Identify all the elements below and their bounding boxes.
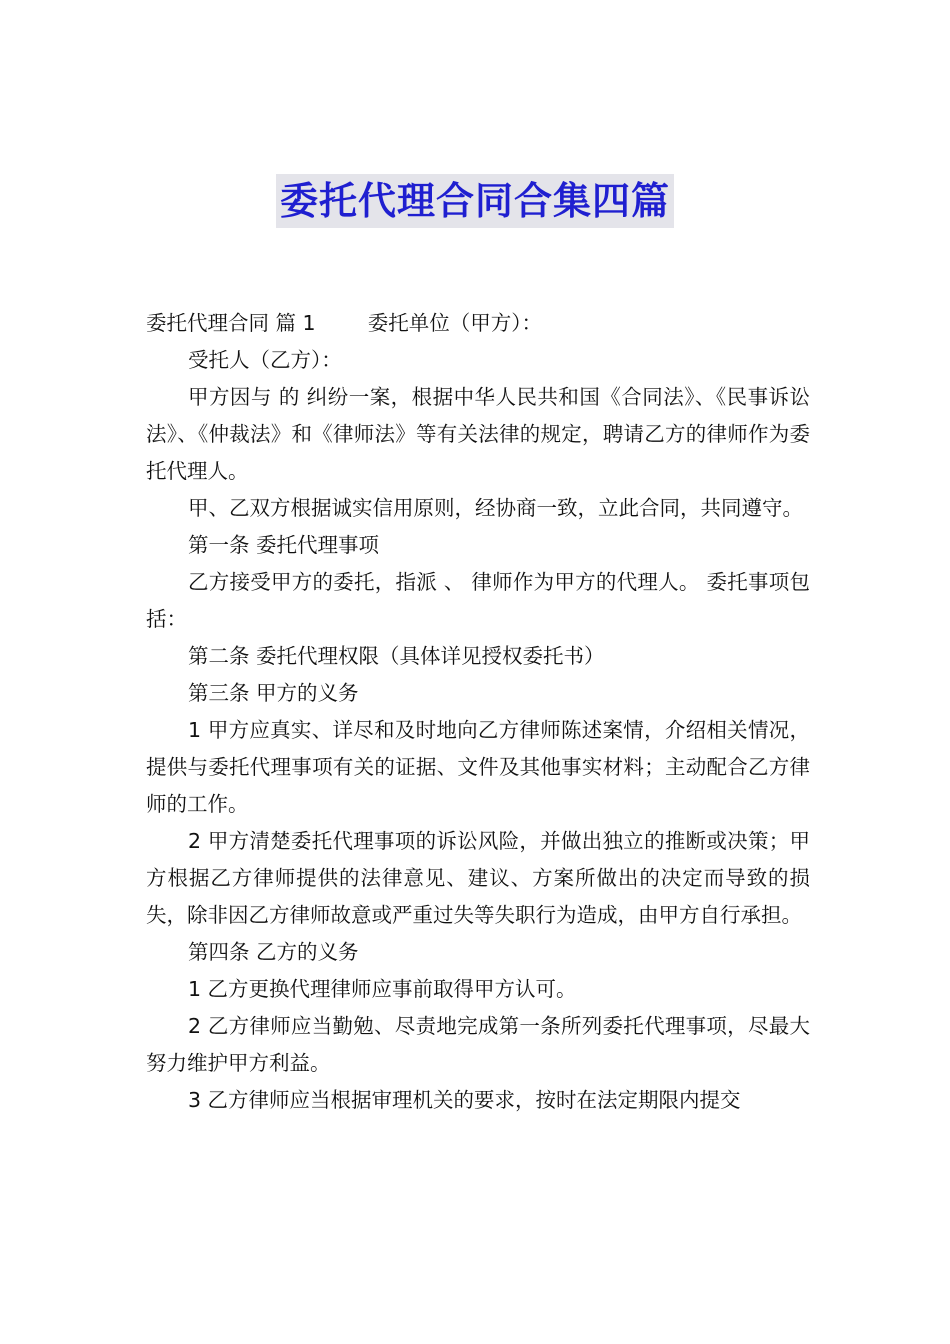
article-4-item-2: 2 乙方律师应当勤勉、尽责地完成第一条所列委托代理事项，尽最大努力维护甲方利益。 xyxy=(146,1014,810,1075)
paragraph-trustee: 受托人（乙方）： xyxy=(188,348,342,372)
article-4-item-3: 3 乙方律师应当根据审理机关的要求，按时在法定期限内提交 xyxy=(188,1088,741,1112)
article-3-heading: 第三条 甲方的义务 xyxy=(188,681,359,705)
article-3-item-1: 1 甲方应真实、详尽和及时地向乙方律师陈述案情，介绍相关情况，提供与委托代理事项有关的证据、文件及其他事实材料；主动配合乙方律师的工作。 xyxy=(146,718,810,816)
paragraph-agreement: 甲、乙双方根据诚实信用原则，经协商一致，立此合同，共同遵守。 xyxy=(188,496,803,520)
paragraph-heading-line: 委托代理合同 篇 1 委托单位（甲方）： xyxy=(146,311,542,335)
article-2-heading: 第二条 委托代理权限（具体详见授权委托书） xyxy=(188,644,605,668)
article-1-heading: 第一条 委托代理事项 xyxy=(188,533,380,557)
article-4-heading: 第四条 乙方的义务 xyxy=(188,940,359,964)
document-title-text: 委托代理合同合集四篇 xyxy=(276,174,674,228)
article-1-body: 乙方接受甲方的委托，指派 、 律师作为甲方的代理人。 委托事项包括： xyxy=(146,570,810,631)
document-title xyxy=(0,174,950,228)
article-4-item-1: 1 乙方更换代理律师应事前取得甲方认可。 xyxy=(188,977,577,1001)
document-body xyxy=(146,305,810,1119)
article-3-item-2: 2 甲方清楚委托代理事项的诉讼风险，并做出独立的推断或决策；甲方根据乙方律师提供的法律意见、建议、方案所做出的决定而导致的损失，除非因乙方律师故意或严重过失等失职行为造成，由甲方自行承担。 xyxy=(146,829,810,927)
paragraph-engagement: 甲方因与 的 纠纷一案，根据中华人民共和国《合同法》、《民事诉讼法》、《仲裁法》和《律师法》等有关法律的规定，聘请乙方的律师作为委托代理人。 xyxy=(146,385,810,483)
